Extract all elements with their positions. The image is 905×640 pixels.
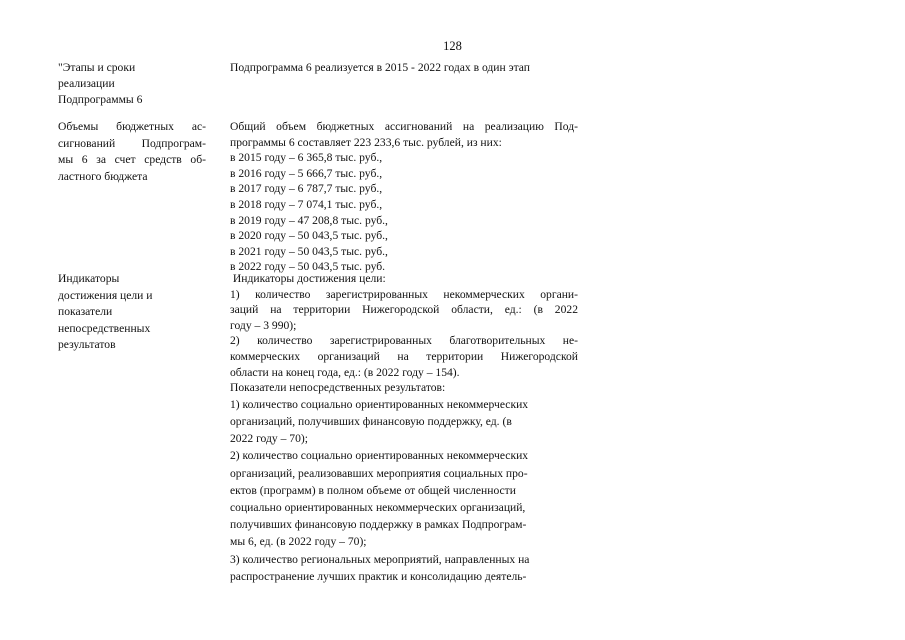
content-line: Индикаторы достижения цели: xyxy=(230,272,386,285)
budget-year-line: в 2017 году – 6 787,7 тыс. руб., xyxy=(230,182,383,196)
label-line: Подпрограммы 6 xyxy=(58,93,143,107)
budget-year-line: в 2020 году – 50 043,5 тыс. руб., xyxy=(230,229,388,243)
content-line: организаций, получивших финансовую поддержку, ед. (в xyxy=(230,414,512,428)
content-line: 2) количество социально ориентированных некоммерческих xyxy=(230,449,529,463)
content-line: распространение лучших практик и консолидацию деятель- xyxy=(230,569,527,583)
budget-year-line: в 2018 году – 7 074,1 тыс. руб., xyxy=(230,197,383,211)
label-line: показатели xyxy=(58,305,113,318)
label-line: "Этапы и сроки xyxy=(58,61,136,74)
budget-year-line: в 2021 году – 50 043,5 тыс. руб., xyxy=(230,244,388,258)
indicators-label xyxy=(58,271,206,354)
content-line: заций на территории Нижегородской области, ед.: (в 2022 xyxy=(230,303,578,317)
label-line: достижения цели и xyxy=(58,288,153,302)
label-line: результатов xyxy=(58,338,116,351)
budget-year-line: в 2015 году – 6 365,8 тыс. руб., xyxy=(230,151,383,165)
stages-content xyxy=(230,60,578,76)
label-line: реализации xyxy=(58,77,115,91)
label-line: ластного бюджета xyxy=(58,169,148,183)
content-line: получивших финансовую поддержку в рамках Подпрограм- xyxy=(230,518,527,532)
content-line: социально ориентированных некоммерческих организаций, xyxy=(230,500,526,514)
label-line: Объемы бюджетных ас- xyxy=(58,120,206,133)
content-line: коммерческих организаций на территории Нижегородской xyxy=(230,349,578,363)
page-number: 128 xyxy=(443,39,462,53)
content-line: ектов (программ) в полном объеме от общей численности xyxy=(230,483,516,497)
content-line: мы 6, ед. (в 2022 году – 70); xyxy=(230,535,367,549)
label-line: мы 6 за счет средств об- xyxy=(58,153,206,166)
budget-year-line: в 2019 году – 47 208,8 тыс. руб., xyxy=(230,213,388,227)
budget-year-line: в 2022 году – 50 043,5 тыс. руб. xyxy=(230,260,386,274)
content-line: Подпрограмма 6 реализуется в 2015 - 2022 годах в один этап xyxy=(230,61,530,74)
indicators-content xyxy=(230,271,578,585)
content-line: 2) количество зарегистрированных благотворительных не- xyxy=(230,334,578,348)
budget-label xyxy=(58,119,206,185)
budget-content xyxy=(230,119,578,275)
content-line: Показатели непосредственных результатов: xyxy=(230,381,446,395)
content-line: 2022 году – 70); xyxy=(230,432,308,446)
stages-label xyxy=(58,60,206,109)
content-line: году – 3 990); xyxy=(230,318,297,332)
budget-year-line: в 2016 году – 5 666,7 тыс. руб., xyxy=(230,166,383,180)
content-line: 1) количество социально ориентированных некоммерческих xyxy=(230,397,529,411)
content-line: 1) количество зарегистрированных некоммерческих органи- xyxy=(230,287,578,301)
label-line: непосредственных xyxy=(58,321,151,335)
content-line: области на конец года, ед.: (в 2022 году – 154). xyxy=(230,365,460,379)
label-line: сигнований Подпрограм- xyxy=(58,136,206,150)
content-line: 3) количество региональных мероприятий, направленных на xyxy=(230,552,530,566)
content-line: организаций, реализовавших мероприятия социальных про- xyxy=(230,466,528,480)
label-line: Индикаторы xyxy=(58,272,120,285)
content-line: программы 6 составляет 223 233,6 тыс. рублей, из них: xyxy=(230,135,502,149)
content-line: Общий объем бюджетных ассигнований на реализацию Под- xyxy=(230,120,578,133)
